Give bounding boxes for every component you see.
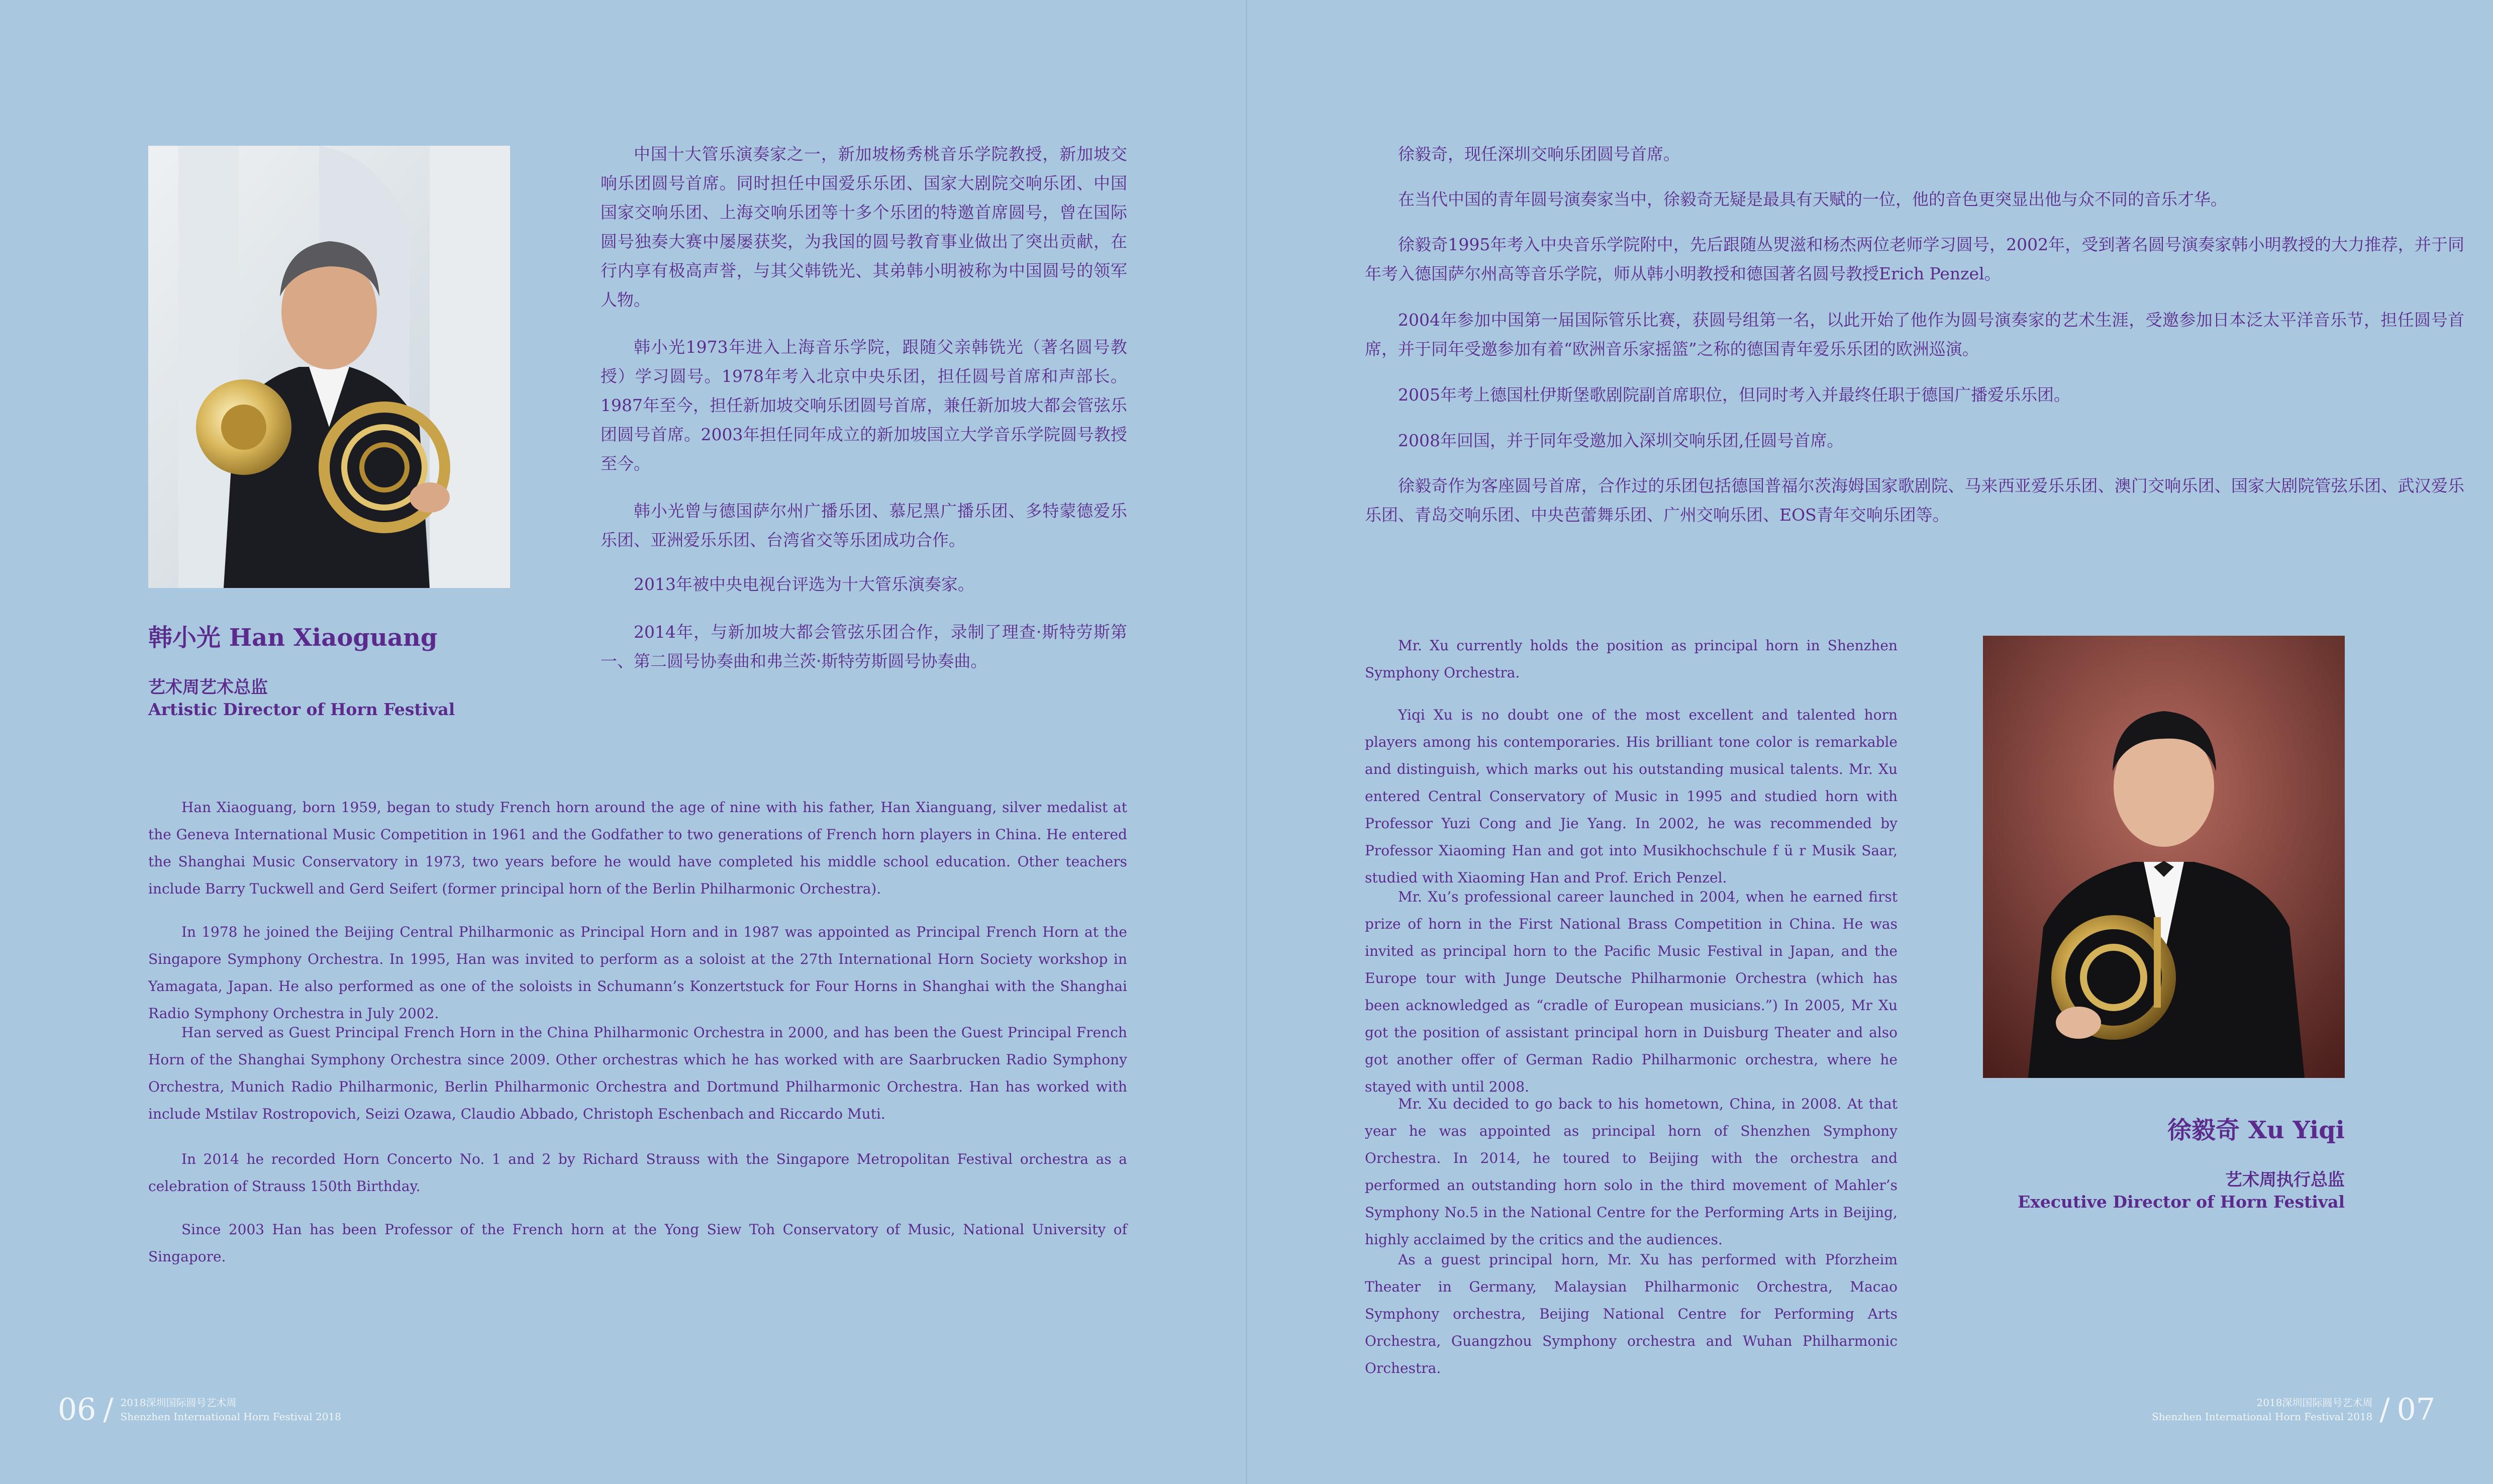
xu-en-paragraph-5: As a guest principal horn, Mr. Xu has performed with Pforzheim Theater in Germany, Malaysian Philharmonic Orchestra, Macao Symphony orchestra, Beijing National Centre for Performing Arts Orchestra, Guangzhou Symphony orchestra and Wuhan Philharmonic Orchestra. (1365, 1251, 1898, 1376)
xu-cn-paragraph-5: 2005年考上德国杜伊斯堡歌剧院副首席职位，但同时考入并最终任职于德国广播爱乐乐团。 (1398, 385, 2070, 405)
folio-caption-cn: 2018深圳国际圆号艺术周 (2256, 1397, 2373, 1409)
xu-cn-paragraph-2: 在当代中国的青年圆号演奏家当中，徐毅奇无疑是最具有天赋的一位，他的音色更突显出他与众不同的音乐才华。 (1398, 189, 2227, 209)
han-name-en: Han Xiaoguang (229, 624, 438, 652)
han-en-paragraph-2: In 1978 he joined the Beijing Central Philharmonic as Principal Horn and in 1987 was appointed as Principal French Horn at the Singapore Symphony Orchestra. In 1995, Han was invited to perform as a soloist at the 27th International Horn Society workshop in Yamagata, Japan. He also performed as one of the soloists in Schumann’s Konzertstuck for Four Horns in Shanghai with the Shanghai Radio Symphony Orchestra in July 2002. (148, 924, 1127, 1022)
han-name-heading (148, 618, 437, 653)
han-name-cn: 韩小光 (148, 624, 221, 652)
han-en-paragraph-4: In 2014 he recorded Horn Concerto No. 1 and 2 by Richard Strauss with the Singapore Metropolitan Festival orchestra as a celebration of Strauss 150th Birthday. (148, 1151, 1127, 1195)
xu-name-heading (2167, 1111, 2345, 1145)
right-folio (2152, 1392, 2435, 1427)
page-number: 07 (2397, 1392, 2435, 1427)
xu-cn-paragraph-1: 徐毅奇，现任深圳交响乐团圆号首席。 (1398, 144, 1680, 164)
xu-en-paragraph-4: Mr. Xu decided to go back to his hometown, China, in 2008. At that year he was appointed as principal horn of Shenzhen Symphony Orchestra. In 2014, he toured to Beijing with the orchestra and performed an outstanding horn solo in the third movement of Mahler’s Symphony No.5 in the National Centre for the Performing Arts in Beijing, highly acclaimed by the critics and the audiences. (1365, 1096, 1898, 1248)
folio-caption-cn: 2018深圳国际圆号艺术周 (120, 1397, 237, 1409)
right-page (1247, 0, 2493, 1484)
han-role-en: Artistic Director of Horn Festival (148, 700, 455, 719)
folio-slash: / (103, 1392, 114, 1427)
xu-name-cn: 徐毅奇 (2167, 1116, 2240, 1144)
xu-en-paragraph-3: Mr. Xu’s professional career launched in 2004, when he earned first prize of horn in the First National Brass Competition in China. He was invited as principal horn to the Pacific Music Festival in Japan, and the Europe tour with Junge Deutsche Philharmonie Orchestra (which has been acknowledged as “cradle of European musicians.”) In 2005, Mr Xu got the position of assistant principal horn in Duisburg Theater and also got another offer of German Radio Philharmonic orchestra, where he stayed with until 2008. (1365, 888, 1898, 1095)
han-cn-paragraph-1: 中国十大管乐演奏家之一，新加坡杨秀桃音乐学院教授，新加坡交响乐团圆号首席。同时担任中国爱乐乐团、国家大剧院交响乐团、中国国家交响乐团、上海交响乐团等十多个乐团的特邀首席圆号，曾在国际圆号独奏大赛中屡屡获奖，为我国的圆号教育事业做出了突出贡献，在行内享有极高声誉，与其父韩铣光、其弟韩小明被称为中国圆号的领军人物。 (601, 144, 1127, 310)
page-number: 06 (58, 1392, 96, 1427)
han-en-paragraph-1: Han Xiaoguang, born 1959, began to study French horn around the age of nine with his father, Han Xianguang, silver medalist at the Geneva International Music Competition in 1961 and the Godfather to two generations of French horn players in China. He entered the Shanghai Music Conservatory in 1973, two years before he would have completed his middle school education. Other teachers include Barry Tuckwell and Gerd Seifert (former principal horn of the Berlin Philharmonic Orchestra). (148, 799, 1127, 897)
han-en-paragraph-3: Han served as Guest Principal French Horn in the China Philharmonic Orchestra in 2000, and has been the Guest Principal French Horn of the Shanghai Symphony Orchestra since 2009. Other orchestras which he has worked with are Saarbrucken Radio Symphony Orchestra, Munich Radio Philharmonic, Berlin Philharmonic Orchestra and Dortmund Philharmonic Orchestra. Han has worked with include Mstilav Rostropovich, Seizi Ozawa, Claudio Abbado, Christoph Eschenbach and Riccardo Muti. (148, 1024, 1127, 1122)
xu-en-paragraph-2: Yiqi Xu is no doubt one of the most excellent and talented horn players among his contemporaries. His brilliant tone color is remarkable and distinguish, which marks out his outstanding musical talents. Mr. Xu entered Central Conservatory of Music in 1995 and studied horn with Professor Yuzi Cong and Jie Yang. In 2002, he was recommended by Professor Xiaoming Han and got into Musikhochschule f ü r Musik Saar, studied with Xiaoming Han and Prof. Erich Penzel. (1365, 707, 1898, 886)
folio-caption-en: Shenzhen International Horn Festival 2018 (120, 1411, 341, 1423)
xu-cn-paragraph-4: 2004年参加中国第一届国际管乐比赛，获圆号组第一名，以此开始了他作为圆号演奏家的艺术生涯，受邀参加日本泛太平洋音乐节，担任圆号首席，并于同年受邀参加有着“欧洲音乐家摇篮”之称的德国青年爱乐乐团的欧洲巡演。 (1365, 310, 2464, 359)
han-en-paragraph-5: Since 2003 Han has been Professor of the French horn at the Yong Siew Toh Conservatory of Music, National University of Singapore. (148, 1221, 1127, 1265)
xu-en-paragraph-1: Mr. Xu currently holds the position as principal horn in Shenzhen Symphony Orchestra. (1365, 637, 1898, 681)
xu-yiqi-photo (1983, 636, 2345, 1078)
xu-cn-paragraph-6: 2008年回国，并于同年受邀加入深圳交响乐团,任圆号首席。 (1398, 431, 1844, 450)
xu-name-en: Xu Yiqi (2248, 1116, 2345, 1144)
han-cn-paragraph-3: 韩小光曾与德国萨尔州广播乐团、慕尼黑广播乐团、多特蒙德爱乐乐团、亚洲爱乐乐团、台湾省交等乐团成功合作。 (601, 501, 1127, 550)
han-xiaoguang-photo (148, 146, 510, 588)
folio-caption (121, 1396, 341, 1424)
folio-caption (2152, 1396, 2372, 1424)
han-cn-paragraph-5: 2014年，与新加坡大都会管弦乐团合作，录制了理查·斯特劳斯第一、第二圆号协奏曲和弗兰茨·斯特劳斯圆号协奏曲。 (601, 622, 1127, 671)
han-cn-paragraph-4: 2013年被中央电视台评选为十大管乐演奏家。 (634, 574, 974, 594)
left-folio (58, 1392, 341, 1427)
xu-role-en: Executive Director of Horn Festival (2018, 1192, 2345, 1212)
folio-caption-en: Shenzhen International Horn Festival 2018 (2152, 1411, 2373, 1423)
folio-slash: / (2379, 1392, 2390, 1427)
xu-cn-paragraph-3: 徐毅奇1995年考入中央音乐学院附中，先后跟随丛焸滋和杨杰两位老师学习圆号，2002年，受到著名圆号演奏家韩小明教授的大力推荐，并于同年考入德国萨尔州高等音乐学院，师从韩小明教授和德国著名圆号教授Erich Penzel。 (1365, 235, 2464, 283)
left-page (0, 0, 1246, 1484)
xu-cn-paragraph-7: 徐毅奇作为客座圆号首席，合作过的乐团包括德国普福尔茨海姆国家歌剧院、马来西亚爱乐乐团、澳门交响乐团、国家大剧院管弦乐团、武汉爱乐乐团、青岛交响乐团、中央芭蕾舞乐团、广州交响乐团、EOS青年交响乐团等。 (1365, 476, 2464, 525)
xu-role-cn: 艺术周执行总监 (2225, 1170, 2345, 1190)
han-cn-paragraph-2: 韩小光1973年进入上海音乐学院，跟随父亲韩铣光（著名圆号教授）学习圆号。1978年考入北京中央乐团，担任圆号首席和声部长。1987年至今，担任新加坡交响乐团圆号首席，兼任新加坡大都会管弦乐团圆号首席。2003年担任同年成立的新加坡国立大学音乐学院圆号教授至今。 (601, 337, 1127, 473)
han-role-cn: 艺术周艺术总监 (148, 677, 268, 698)
